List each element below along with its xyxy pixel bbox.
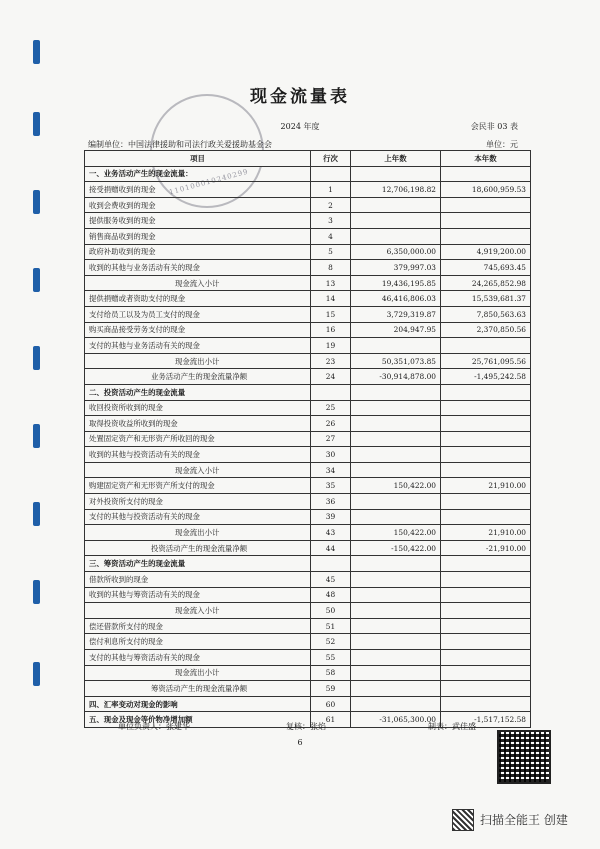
cell-prev xyxy=(351,556,441,572)
table-row xyxy=(85,525,531,541)
cell-prev: 19,436,195.85 xyxy=(351,275,441,291)
cell-item: 支付的其他与投资活动有关的现金 xyxy=(85,509,311,525)
cell-cur xyxy=(441,431,531,447)
cell-item: 现金流入小计 xyxy=(85,275,311,291)
cell-cur xyxy=(441,494,531,510)
cell-prev: 50,351,073.85 xyxy=(351,353,441,369)
cell-prev: 6,350,000.00 xyxy=(351,244,441,260)
cell-prev xyxy=(351,384,441,400)
cell-item: 现金流出小计 xyxy=(85,525,311,541)
form-number: 会民非 03 表 xyxy=(470,122,518,131)
footer-responsible-person: 单位负责人：张建华 xyxy=(118,722,190,731)
table-row xyxy=(85,322,531,338)
cell-item: 投资活动产生的现金流量净额 xyxy=(85,540,311,556)
cell-line xyxy=(311,556,351,572)
cash-flow-table xyxy=(84,150,531,728)
cell-item: 接受捐赠收到的现金 xyxy=(85,182,311,198)
cell-item: 支付的其他与筹资活动有关的现金 xyxy=(85,650,311,666)
cell-prev: -31,065,300.00 xyxy=(351,712,441,728)
cell-item: 偿付利息所支付的现金 xyxy=(85,634,311,650)
table-row xyxy=(85,416,531,432)
cell-item: 业务活动产生的现金流量净额 xyxy=(85,369,311,385)
binder-hole-mark xyxy=(33,268,40,292)
cell-prev xyxy=(351,681,441,697)
cell-line xyxy=(311,384,351,400)
cell-prev xyxy=(351,462,441,478)
cell-line: 5 xyxy=(311,244,351,260)
table-row xyxy=(85,213,531,229)
cell-line: 23 xyxy=(311,353,351,369)
cell-line: 48 xyxy=(311,587,351,603)
cell-line: 61 xyxy=(311,712,351,728)
cell-line: 3 xyxy=(311,213,351,229)
cell-cur xyxy=(441,696,531,712)
cell-cur: -21,910.00 xyxy=(441,540,531,556)
cell-line: 45 xyxy=(311,572,351,588)
cell-item: 处置固定资产和无形资产所收回的现金 xyxy=(85,431,311,447)
cell-prev xyxy=(351,650,441,666)
binder-hole-mark xyxy=(33,190,40,214)
cell-line: 44 xyxy=(311,540,351,556)
cell-line: 55 xyxy=(311,650,351,666)
table-row xyxy=(85,197,531,213)
table-row xyxy=(85,166,531,182)
table-row xyxy=(85,540,531,556)
cell-item: 购买商品接受劳务支付的现金 xyxy=(85,322,311,338)
cell-cur: 745,693.45 xyxy=(441,260,531,276)
cell-line: 30 xyxy=(311,447,351,463)
table-row xyxy=(85,634,531,650)
binder-hole-mark xyxy=(33,424,40,448)
organization-label: 编制单位：中国法律援助和司法行政关爱援助基金会 xyxy=(88,140,272,149)
cell-prev: 3,729,319.87 xyxy=(351,306,441,322)
binder-hole-mark xyxy=(33,502,40,526)
cell-line: 4 xyxy=(311,228,351,244)
cell-item: 支付给员工以及为员工支付的现金 xyxy=(85,306,311,322)
header-prev-year: 上年数 xyxy=(351,151,441,167)
cell-prev xyxy=(351,696,441,712)
table-row xyxy=(85,182,531,198)
table-row xyxy=(85,260,531,276)
table-header-row xyxy=(85,151,531,167)
cell-item: 收到的其他与业务活动有关的现金 xyxy=(85,260,311,276)
cell-line: 14 xyxy=(311,291,351,307)
cell-prev xyxy=(351,338,441,354)
cell-cur xyxy=(441,338,531,354)
cell-line: 1 xyxy=(311,182,351,198)
cell-line: 59 xyxy=(311,681,351,697)
cell-line: 27 xyxy=(311,431,351,447)
cell-prev xyxy=(351,509,441,525)
table-row xyxy=(85,338,531,354)
cell-cur xyxy=(441,509,531,525)
header-item: 项目 xyxy=(85,151,311,167)
cell-item: 现金流入小计 xyxy=(85,462,311,478)
cell-cur: 18,600,959.53 xyxy=(441,182,531,198)
footer-preparer: 制表：武佳盛 xyxy=(428,722,476,731)
footer-reviewer: 复核：张焰 xyxy=(286,722,326,731)
table-row xyxy=(85,244,531,260)
cell-cur xyxy=(441,416,531,432)
cell-item: 购建固定资产和无形资产所支付的现金 xyxy=(85,478,311,494)
cell-line: 13 xyxy=(311,275,351,291)
table-row xyxy=(85,447,531,463)
cell-cur xyxy=(441,587,531,603)
cell-line: 36 xyxy=(311,494,351,510)
cell-prev: -150,422.00 xyxy=(351,540,441,556)
cell-cur: 4,919,200.00 xyxy=(441,244,531,260)
table-row xyxy=(85,556,531,572)
qr-code xyxy=(497,730,551,784)
cell-item: 政府补助收到的现金 xyxy=(85,244,311,260)
cell-item: 现金流出小计 xyxy=(85,353,311,369)
cell-cur: 21,910.00 xyxy=(441,478,531,494)
cell-prev xyxy=(351,431,441,447)
cell-item: 收到的其他与投资活动有关的现金 xyxy=(85,447,311,463)
cell-prev: 379,997.03 xyxy=(351,260,441,276)
cell-cur: -1,495,242.58 xyxy=(441,369,531,385)
cell-item: 现金流出小计 xyxy=(85,665,311,681)
cell-item: 对外投资所支付的现金 xyxy=(85,494,311,510)
cell-cur xyxy=(441,197,531,213)
cell-prev xyxy=(351,447,441,463)
seal-code: 110100010240299 xyxy=(168,167,250,197)
table-row xyxy=(85,665,531,681)
scanner-watermark: 扫描全能王 创建 xyxy=(480,813,568,827)
cell-line: 58 xyxy=(311,665,351,681)
cell-cur: 24,265,852.98 xyxy=(441,275,531,291)
cell-item: 筹资活动产生的现金流量净额 xyxy=(85,681,311,697)
binder-hole-mark xyxy=(33,580,40,604)
header-current-year: 本年数 xyxy=(441,151,531,167)
cell-prev xyxy=(351,213,441,229)
cell-cur: 21,910.00 xyxy=(441,525,531,541)
document-title: 现金流量表 xyxy=(250,87,350,107)
cell-prev xyxy=(351,494,441,510)
cell-prev xyxy=(351,166,441,182)
table-row xyxy=(85,400,531,416)
cell-item: 现金流入小计 xyxy=(85,603,311,619)
cell-line: 16 xyxy=(311,322,351,338)
cell-cur xyxy=(441,572,531,588)
binder-hole-mark xyxy=(33,662,40,686)
cell-item: 四、汇率变动对现金的影响 xyxy=(85,696,311,712)
table-row xyxy=(85,462,531,478)
cell-cur xyxy=(441,603,531,619)
cell-item: 二、投资活动产生的现金流量 xyxy=(85,384,311,400)
currency-unit: 单位：元 xyxy=(486,140,518,149)
cell-prev: 204,947.95 xyxy=(351,322,441,338)
cell-item: 收到的其他与筹资活动有关的现金 xyxy=(85,587,311,603)
cell-line: 34 xyxy=(311,462,351,478)
page-number: 6 xyxy=(297,738,303,747)
cell-prev xyxy=(351,416,441,432)
table-row xyxy=(85,478,531,494)
table-row xyxy=(85,572,531,588)
cell-item: 一、业务活动产生的现金流量： xyxy=(85,166,311,182)
cell-cur xyxy=(441,400,531,416)
cell-prev: 150,422.00 xyxy=(351,478,441,494)
cell-item: 收到会费收到的现金 xyxy=(85,197,311,213)
cell-line: 43 xyxy=(311,525,351,541)
cell-line: 8 xyxy=(311,260,351,276)
report-year: 2024 年度 xyxy=(280,122,320,131)
cell-cur xyxy=(441,384,531,400)
cell-line: 51 xyxy=(311,618,351,634)
cell-line: 15 xyxy=(311,306,351,322)
header-line: 行次 xyxy=(311,151,351,167)
cell-prev xyxy=(351,665,441,681)
cell-item: 偿还借款所支付的现金 xyxy=(85,618,311,634)
cell-item: 销售商品收到的现金 xyxy=(85,228,311,244)
cell-prev: 46,416,806.03 xyxy=(351,291,441,307)
cell-line: 39 xyxy=(311,509,351,525)
cell-prev xyxy=(351,587,441,603)
cell-prev xyxy=(351,228,441,244)
cell-cur xyxy=(441,681,531,697)
table-row xyxy=(85,618,531,634)
cell-cur: 7,850,563.63 xyxy=(441,306,531,322)
cell-cur xyxy=(441,665,531,681)
cell-cur xyxy=(441,213,531,229)
cell-line: 19 xyxy=(311,338,351,354)
scanner-logo-icon xyxy=(452,809,474,831)
table-row xyxy=(85,650,531,666)
table-row xyxy=(85,306,531,322)
table-row xyxy=(85,681,531,697)
cell-cur xyxy=(441,166,531,182)
cell-item: 借款所收到的现金 xyxy=(85,572,311,588)
cell-line: 60 xyxy=(311,696,351,712)
table-row xyxy=(85,431,531,447)
cell-prev xyxy=(351,572,441,588)
cell-cur xyxy=(441,618,531,634)
cell-cur: -1,517,152.58 xyxy=(441,712,531,728)
cell-cur: 15,539,681.37 xyxy=(441,291,531,307)
cell-line: 52 xyxy=(311,634,351,650)
cell-prev: 150,422.00 xyxy=(351,525,441,541)
cell-item: 取得投资收益所收到的现金 xyxy=(85,416,311,432)
cell-prev xyxy=(351,634,441,650)
binder-hole-mark xyxy=(33,40,40,64)
cell-prev: 12,706,198.82 xyxy=(351,182,441,198)
cell-prev xyxy=(351,400,441,416)
table-row xyxy=(85,275,531,291)
cell-cur: 25,761,095.56 xyxy=(441,353,531,369)
cell-item: 收回投资所收到的现金 xyxy=(85,400,311,416)
table-row xyxy=(85,494,531,510)
cell-line: 25 xyxy=(311,400,351,416)
cell-cur xyxy=(441,447,531,463)
cell-item: 支付的其他与业务活动有关的现金 xyxy=(85,338,311,354)
cell-line: 2 xyxy=(311,197,351,213)
cell-item: 三、筹资活动产生的现金流量 xyxy=(85,556,311,572)
table-row xyxy=(85,587,531,603)
cell-cur xyxy=(441,462,531,478)
cell-line xyxy=(311,166,351,182)
table-row xyxy=(85,603,531,619)
cell-cur xyxy=(441,556,531,572)
cell-cur xyxy=(441,650,531,666)
cell-cur: 2,370,850.56 xyxy=(441,322,531,338)
cell-line: 24 xyxy=(311,369,351,385)
cell-prev xyxy=(351,603,441,619)
table-row xyxy=(85,291,531,307)
cell-item: 提供捐赠或者资助支付的现金 xyxy=(85,291,311,307)
cell-prev xyxy=(351,618,441,634)
cell-line: 50 xyxy=(311,603,351,619)
cell-prev xyxy=(351,197,441,213)
table-row xyxy=(85,353,531,369)
cell-line: 35 xyxy=(311,478,351,494)
table-row xyxy=(85,509,531,525)
cell-cur xyxy=(441,228,531,244)
table-row xyxy=(85,369,531,385)
binder-hole-mark xyxy=(33,346,40,370)
cell-item: 五、现金及现金等价物净增加额 xyxy=(85,712,311,728)
cell-item: 提供服务收到的现金 xyxy=(85,213,311,229)
table-row xyxy=(85,228,531,244)
cell-line: 26 xyxy=(311,416,351,432)
table-row xyxy=(85,696,531,712)
cell-prev: -30,914,878.00 xyxy=(351,369,441,385)
table-row xyxy=(85,384,531,400)
cell-cur xyxy=(441,634,531,650)
